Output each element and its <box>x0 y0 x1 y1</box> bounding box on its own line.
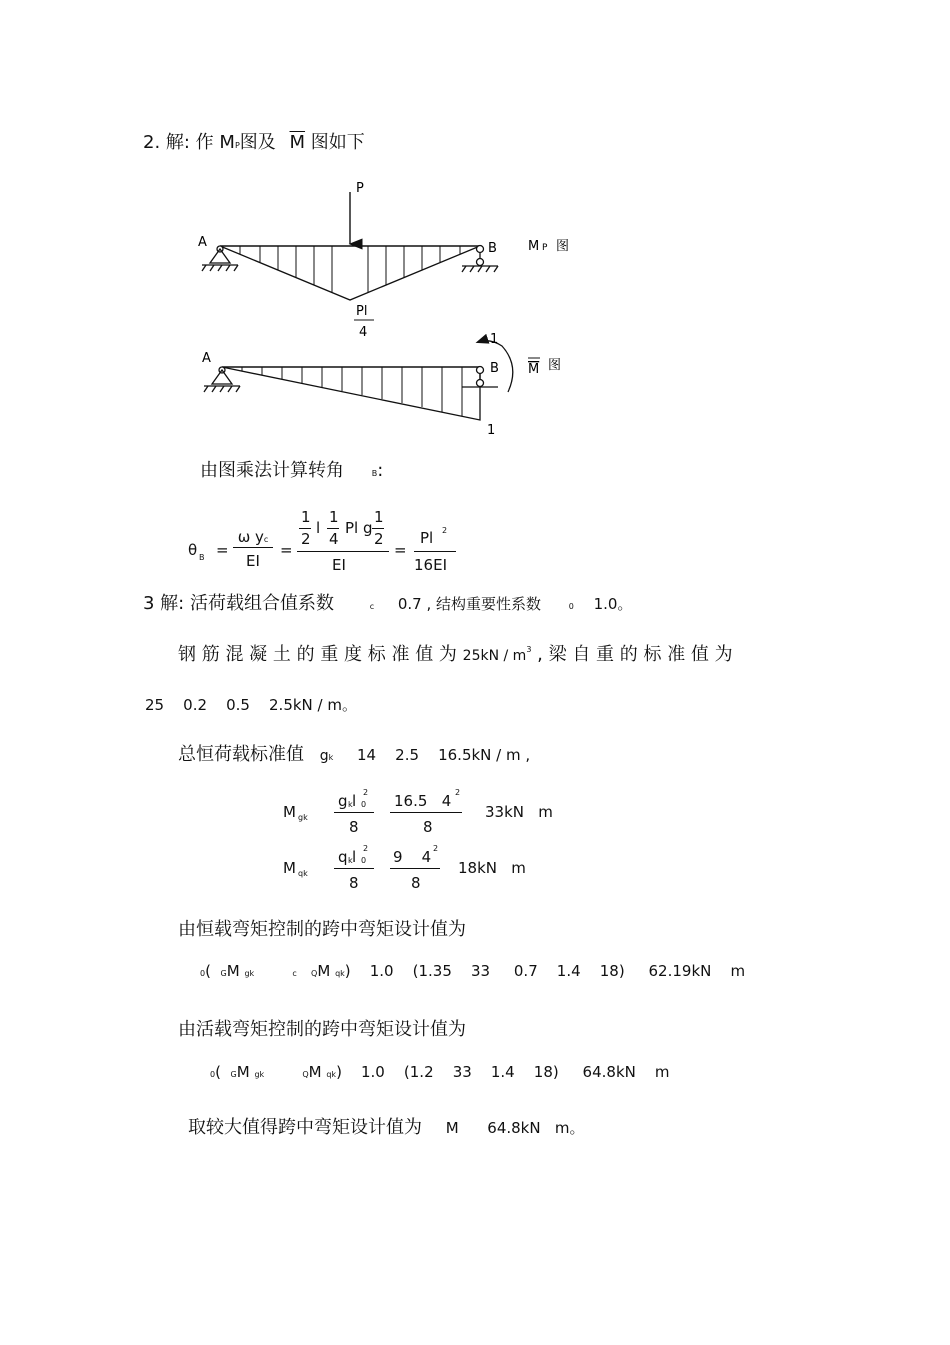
moment-trapezoid <box>222 367 480 420</box>
graph-mult-line <box>200 456 383 482</box>
mgk-f1-den: 8 <box>349 818 359 836</box>
mqk-f1-bar <box>334 868 374 869</box>
live-qk: qk <box>326 1070 337 1079</box>
label-pl: Pl <box>356 304 368 319</box>
final-a: 取较大值得跨中弯矩设计值为 <box>188 1117 422 1138</box>
eq-sign-3: = <box>394 541 407 559</box>
mgk-f2-bar <box>390 812 462 813</box>
mp-caption-m: M <box>528 239 540 254</box>
heading-mid: 图及 <box>239 132 276 153</box>
mqk-sub: qk <box>298 869 308 878</box>
graph-mult-colon: : <box>377 460 384 481</box>
f1-num-sub: c <box>263 535 269 544</box>
f2-n3: 1 <box>374 508 384 526</box>
mqk-f1-den: 8 <box>349 874 359 892</box>
live-rest: ) 1.0 (1.2 33 1.4 18) 64.8kN m <box>336 1063 670 1081</box>
hatch-lines <box>240 246 460 292</box>
live-M2: M <box>308 1063 322 1081</box>
mqk-f2-bar <box>390 868 440 869</box>
mgk-f2-num: 16.5 4 <box>394 792 452 810</box>
f1-num: ω y <box>237 528 264 546</box>
mqk-f1-k: k <box>348 856 353 865</box>
q3-line2-val: 25kN / m <box>462 648 527 664</box>
mgk-f1-0: 0 <box>361 800 367 809</box>
mp-moment-diagram <box>190 170 590 345</box>
mbar-caption-tu: 图 <box>548 358 562 373</box>
f3-den: 16EI <box>414 556 447 574</box>
dead-M2: M <box>317 962 331 980</box>
dead-paren: ( <box>205 962 211 980</box>
mqk-f1-q: q <box>338 848 348 866</box>
mqk-M: M <box>283 859 296 877</box>
q3-line2-text: 钢 筋 混 凝 土 的 重 度 标 准 值 为 <box>178 644 457 665</box>
mgk-f1-k: k <box>348 800 353 809</box>
mqk-result: 18kN m <box>458 859 526 877</box>
q3-line1-a: 3 解: 活荷载组合值系数 <box>143 593 334 614</box>
f2-n2: 1 <box>329 508 339 526</box>
label-A-2: A <box>202 351 211 366</box>
mqk-f1-0: 0 <box>361 856 367 865</box>
f2-plg: Pl g <box>345 519 373 537</box>
theta-symbol: θ <box>188 541 198 559</box>
f2-bar1 <box>299 528 311 529</box>
q3-line1-b: 0.7 , 结构重要性系数 <box>397 595 542 613</box>
q3-line2 <box>178 640 733 666</box>
theta-sub: B <box>199 553 205 562</box>
live-G: G <box>230 1070 237 1079</box>
f3-bar <box>414 551 456 552</box>
dead-0: 0 <box>200 969 206 978</box>
mbar-caption-m: M <box>528 362 540 377</box>
q2-heading <box>143 128 365 154</box>
q3-line4-k: k <box>328 753 334 762</box>
q3-line3: 25 0.2 0.5 2.5kN / m。 <box>145 696 357 714</box>
mgk-sub: gk <box>298 813 308 822</box>
final-b: M 64.8kN m。 <box>445 1119 585 1137</box>
dead-Q: Q <box>311 969 318 978</box>
q3-line1-d: 1.0。 <box>593 595 633 613</box>
mqk-f1-l: l <box>352 848 357 866</box>
label-P: P <box>356 181 364 196</box>
live-paren: ( <box>215 1063 221 1081</box>
q3-line4-g: g <box>319 748 329 764</box>
heading-end: 图如下 <box>310 132 365 153</box>
label-1-bottom: 1 <box>487 423 496 438</box>
dead-qk: qk <box>335 969 345 978</box>
f3-num: Pl <box>420 529 434 547</box>
dead-c: c <box>292 969 297 978</box>
f3-sup: 2 <box>442 526 448 535</box>
hatch-lines-2 <box>242 367 462 416</box>
f2-den: EI <box>332 556 346 574</box>
f2-n1: 1 <box>301 508 311 526</box>
mgk-f1-g: g <box>338 792 348 810</box>
dead-M1: M <box>226 962 240 980</box>
dead-G: G <box>220 969 227 978</box>
mgk-f2-den: 8 <box>423 818 433 836</box>
f1-den: EI <box>246 552 260 570</box>
mp-caption-tu: 图 <box>556 239 570 254</box>
heading-sub: P <box>234 141 240 150</box>
live-0: 0 <box>210 1070 216 1079</box>
mgk-result: 33kN m <box>485 803 553 821</box>
moment-triangle <box>220 246 480 300</box>
dead-expr <box>200 962 745 980</box>
label-1-top: 1 <box>490 332 499 347</box>
pin-support-a <box>202 246 238 271</box>
f2-d1: 2 <box>301 530 311 548</box>
mgk-f1-2: 2 <box>363 788 369 797</box>
live-M1: M <box>236 1063 250 1081</box>
dead-gk: gk <box>244 969 255 978</box>
eq-sign-2: = <box>280 541 293 559</box>
heading-mbar: $\overline{M}$ <box>289 132 306 153</box>
f2-d2: 4 <box>329 530 339 548</box>
label-A: A <box>198 235 207 250</box>
f2-bar2 <box>327 528 339 529</box>
live-expr <box>210 1063 670 1081</box>
graph-mult-sub: B <box>371 469 378 478</box>
graph-mult-text: 由图乘法计算转角 <box>200 460 344 481</box>
label-B-2: B <box>490 361 499 376</box>
q3-line2-b: , 梁 自 重 的 标 准 值 为 <box>537 644 733 665</box>
fraction-omega-yc <box>233 528 273 570</box>
live-Q: Q <box>302 1070 309 1079</box>
f2-l: l <box>316 519 321 537</box>
label-B: B <box>488 241 497 256</box>
mp-caption-sub: P <box>542 243 548 253</box>
q3-line4-b: 14 2.5 16.5kN / m , <box>357 746 531 764</box>
q3-line1-0: 0 <box>568 602 574 611</box>
q3-line4-a: 总恒荷载标准值 <box>178 744 304 765</box>
label-4: 4 <box>359 325 368 340</box>
mgk-M: M <box>283 803 296 821</box>
q3-line1-c: c <box>369 602 375 611</box>
q3-line4 <box>178 740 530 766</box>
q3-line1 <box>143 589 632 615</box>
eq-sign-1: = <box>216 541 229 559</box>
live-gk: gk <box>254 1070 265 1079</box>
mqk-f2-den: 8 <box>411 874 421 892</box>
dead-ctrl-text: 由恒载弯矩控制的跨中弯矩设计值为 <box>178 919 466 940</box>
dead-rest: ) 1.0 (1.35 33 0.7 1.4 18) 62.19kN m <box>344 962 746 980</box>
mqk-f1-2: 2 <box>363 844 369 853</box>
f2-d3: 2 <box>374 530 384 548</box>
mgk-f2-sup: 2 <box>455 788 461 797</box>
mqk-f2-sup: 2 <box>433 844 439 853</box>
f2-main-bar <box>297 551 389 552</box>
pin-support-a-2 <box>204 367 240 392</box>
f2-bar3 <box>372 528 384 529</box>
mgk-f1-bar <box>334 812 374 813</box>
mbar-moment-diagram <box>190 330 590 445</box>
mqk-f2-num: 9 4 <box>393 848 432 866</box>
heading-text: 2. 解: 作 M <box>143 132 235 153</box>
live-ctrl-text: 由活载弯矩控制的跨中弯矩设计值为 <box>178 1019 466 1040</box>
mgk-f1-l: l <box>352 792 357 810</box>
q3-line2-sup: 3 <box>526 645 532 654</box>
final-line <box>188 1113 585 1139</box>
